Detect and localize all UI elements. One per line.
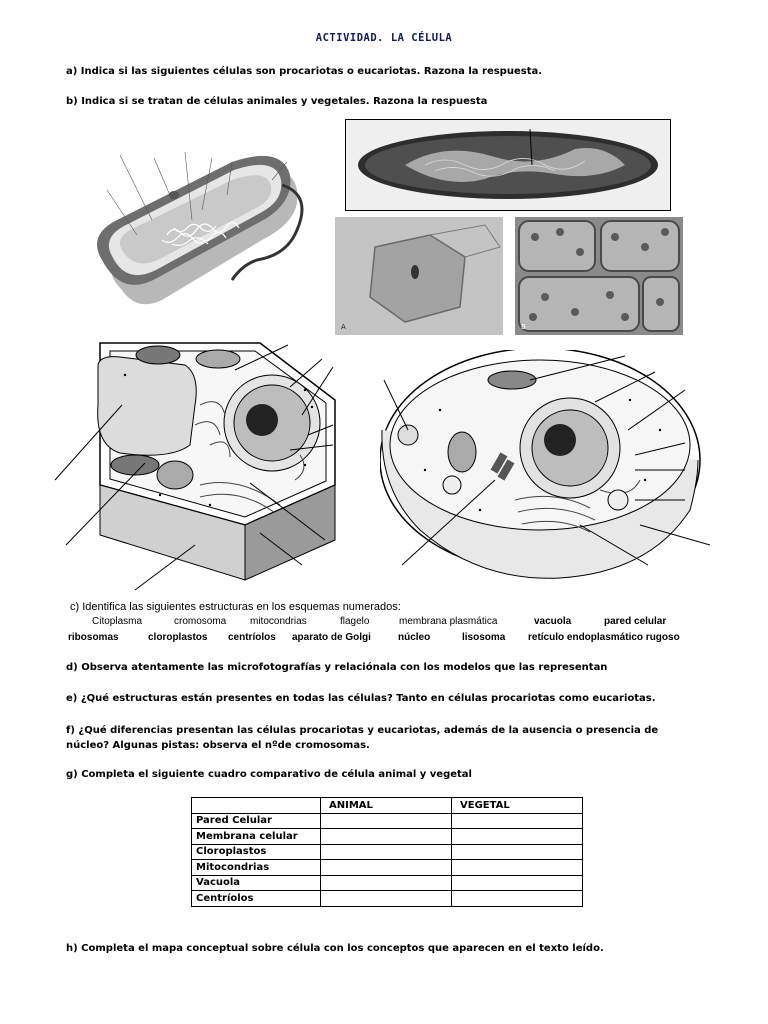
question-d: d) Observa atentamente las microfotografías y relaciónala con los modelos que las representan [66,662,608,673]
table-header-vegetal: VEGETAL [452,798,583,814]
table-cell-vegetal[interactable] [452,844,583,860]
table-row [192,860,583,876]
table-cell-vegetal[interactable] [452,813,583,829]
table-header-row [192,798,583,814]
question-e: e) ¿Qué estructuras están presentes en todas las células? Tanto en células procariotas como eucariotas. [66,693,656,704]
table-cell-vegetal[interactable] [452,860,583,876]
page-title: ACTIVIDAD. LA CÉLULA [315,32,453,44]
micrograph-a [335,217,503,335]
table-row [192,813,583,829]
term: flagelo [340,616,370,627]
animal-cell-diagram [380,350,710,585]
table-cell-vegetal[interactable] [452,875,583,891]
svg-text:B: B [521,323,526,331]
table-cell-animal[interactable] [321,829,452,845]
plant-cell-diagram [50,335,360,595]
table-row [192,891,583,907]
table-row-label: Mitocondrias [192,860,321,876]
term: cloroplastos [148,632,208,643]
term: pared celular [604,616,667,627]
table-cell-animal[interactable] [321,891,452,907]
svg-text:A: A [341,323,346,331]
question-c-intro: c) Identifica las siguientes estructuras en los esquemas numerados: [70,601,401,613]
table-row-label: Vacuola [192,875,321,891]
term: membrana plasmática [399,616,498,627]
term: lisosoma [462,632,506,643]
term: vacuola [534,616,572,627]
term: núcleo [398,632,431,643]
table-row [192,875,583,891]
table-cell-vegetal[interactable] [452,891,583,907]
table-row [192,829,583,845]
table-cell-animal[interactable] [321,860,452,876]
question-b: b) Indica si se tratan de células animales y vegetales. Razona la respuesta [66,96,488,107]
table-row-label: Centríolos [192,891,321,907]
micrograph-bacterium [345,119,671,211]
question-a: a) Indica si las siguientes células son procariotas o eucariotas. Razona la respuesta. [66,66,543,77]
table-header-animal: ANIMAL [321,798,452,814]
table-cell-animal[interactable] [321,844,452,860]
bacterium-diagram [82,140,312,330]
term: retículo endoplasmático rugoso [528,632,680,643]
term: centríolos [228,632,276,643]
terms-line-2 [66,632,716,646]
term: Citoplasma [92,616,143,627]
table-row-label: Membrana celular [192,829,321,845]
table-cell-vegetal[interactable] [452,829,583,845]
table-cell-animal[interactable] [321,875,452,891]
table-row [192,844,583,860]
question-h: h) Completa el mapa conceptual sobre célula con los conceptos que aparecen en el texto leído. [66,943,604,954]
table-row-label: Pared Celular [192,813,321,829]
micrograph-b [515,217,683,335]
term: aparato de Golgi [292,632,371,643]
term: ribosomas [68,632,119,643]
terms-line-1 [66,616,716,630]
table-cell-animal[interactable] [321,813,452,829]
question-f: f) ¿Qué diferencias presentan las células procariotas y eucariotas, además de la ausencia o presencia de núcleo? Algunas pistas: observa el nºde cromosomas. [66,725,659,751]
table-header-cell [192,798,321,814]
comparison-table [191,797,583,907]
term: mitocondrias [250,616,307,627]
question-g: g) Completa el siguiente cuadro comparativo de célula animal y vegetal [66,769,472,780]
term: cromosoma [174,616,227,627]
table-row-label: Cloroplastos [192,844,321,860]
